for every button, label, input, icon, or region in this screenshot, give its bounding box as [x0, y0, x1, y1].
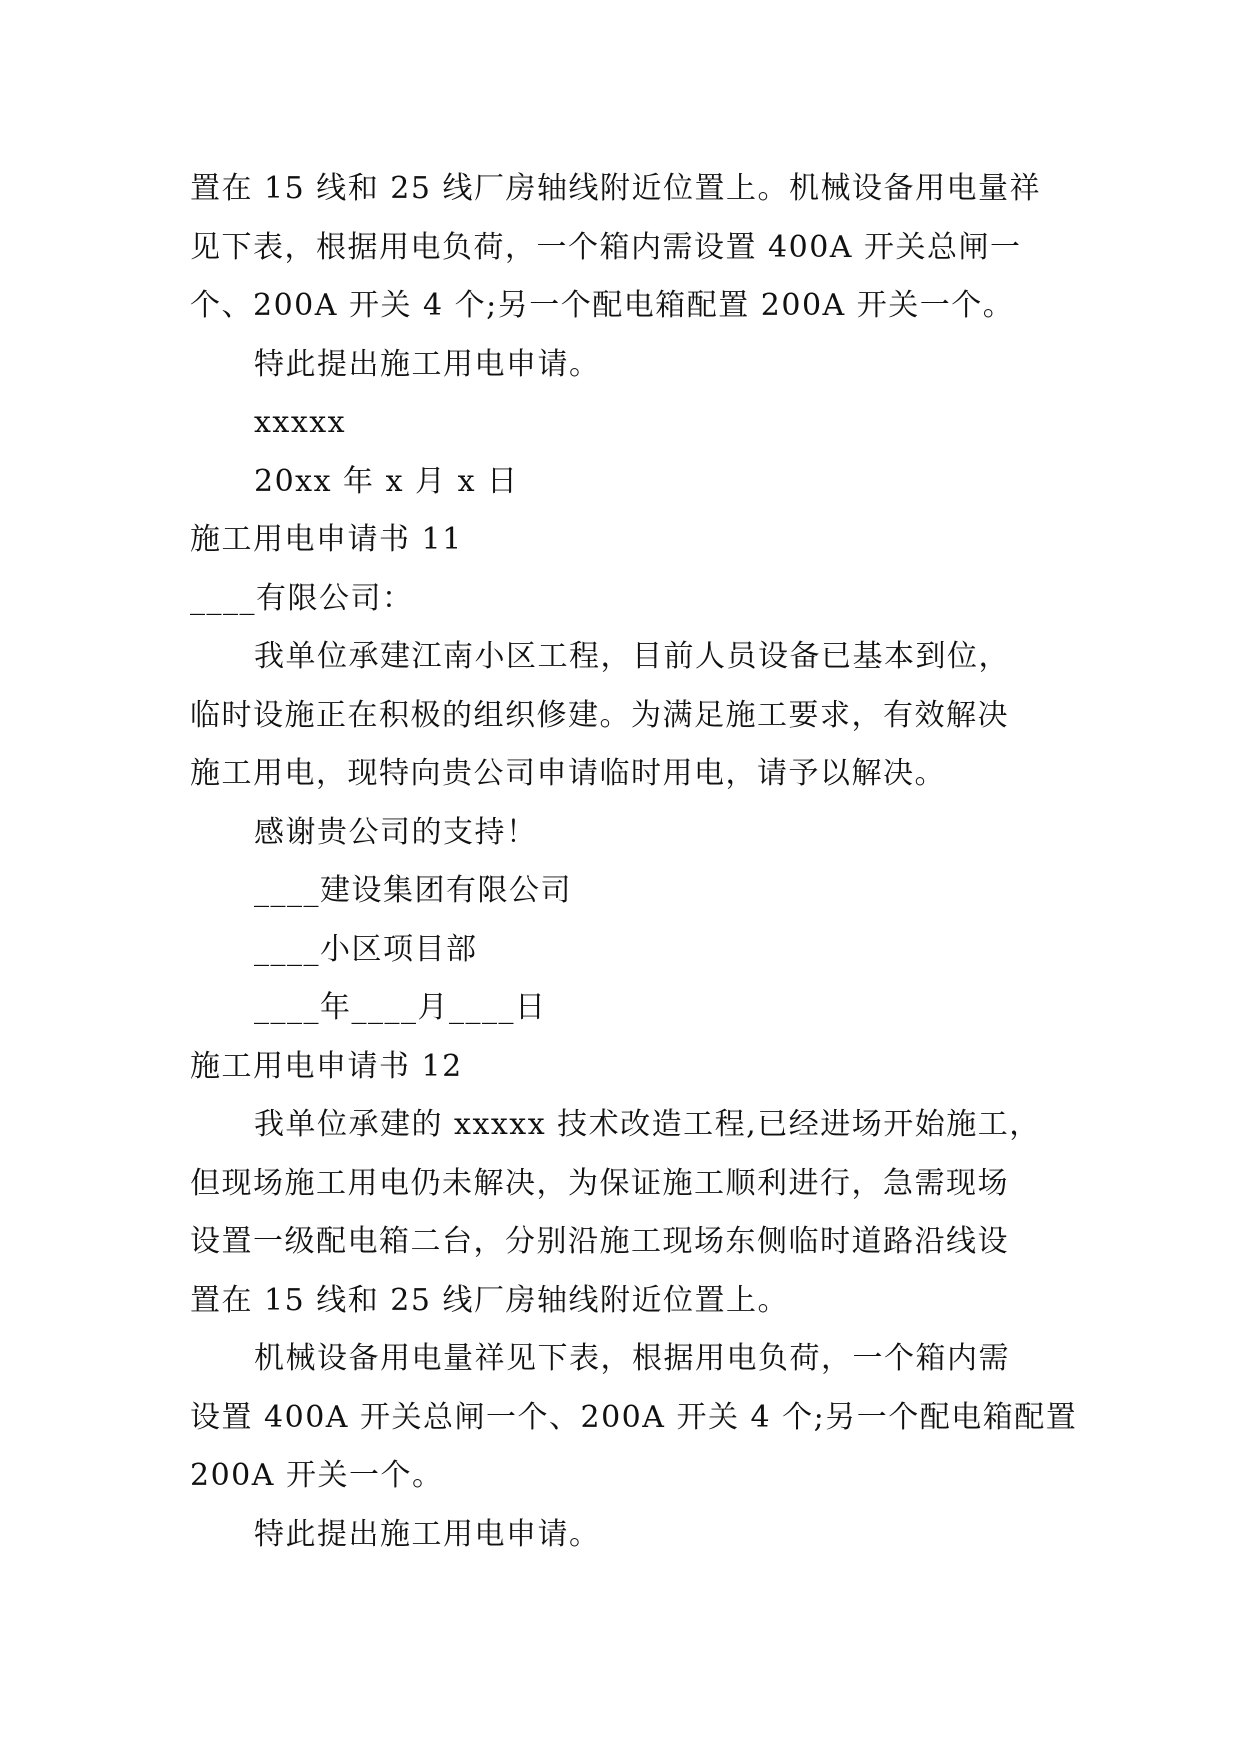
text-line: 见下表，根据用电负荷，一个箱内需设置 400A 开关总闸一	[190, 229, 1022, 265]
text-line: 设置 400A 开关总闸一个、200A 开关 4 个;另一个配电箱配置	[190, 1399, 1078, 1435]
document-body	[190, 160, 1078, 1564]
text-line: 临时设施正在积极的组织修建。为满足施工要求，有效解决	[190, 697, 1009, 733]
signature-name: xxxxx	[254, 405, 347, 440]
signature-date: 20xx 年 x 月 x 日	[254, 463, 519, 499]
text-line: 我单位承建江南小区工程，目前人员设备已基本到位，	[254, 639, 1010, 674]
text-line: 个、200A 开关 4 个;另一个配电箱配置 200A 开关一个。	[190, 288, 1015, 323]
text-line: 特此提出施工用电申请。	[254, 346, 601, 382]
text-line: 置在 15 线和 25 线厂房轴线附近位置上。机械设备用电量祥	[190, 171, 1041, 206]
text-line: 特此提出施工用电申请。	[254, 1516, 601, 1552]
signature-company: ____建设集团有限公司	[254, 873, 572, 908]
text-line: 感谢贵公司的支持！	[254, 814, 538, 850]
text-line: 机械设备用电量祥见下表，根据用电负荷，一个箱内需	[254, 1341, 1010, 1376]
text-line: 我单位承建的 xxxxx 技术改造工程,已经进场开始施工，	[254, 1107, 1041, 1142]
section-heading: 施工用电申请书 12	[190, 1048, 463, 1084]
text-line: 置在 15 线和 25 线厂房轴线附近位置上。	[190, 1282, 789, 1318]
section-heading: 施工用电申请书 11	[190, 522, 463, 557]
text-line: 但现场施工用电仍未解决，为保证施工顺利进行，急需现场	[190, 1165, 1009, 1201]
text-line: 200A 开关一个。	[190, 1458, 444, 1493]
salutation: ____有限公司：	[190, 580, 414, 616]
signature-department: ____小区项目部	[254, 931, 478, 967]
signature-date: ____年____月____日	[254, 990, 547, 1025]
text-line: 施工用电，现特向贵公司申请临时用电，请予以解决。	[190, 756, 946, 791]
text-line: 设置一级配电箱二台，分别沿施工现场东侧临时道路沿线设	[190, 1224, 1009, 1259]
